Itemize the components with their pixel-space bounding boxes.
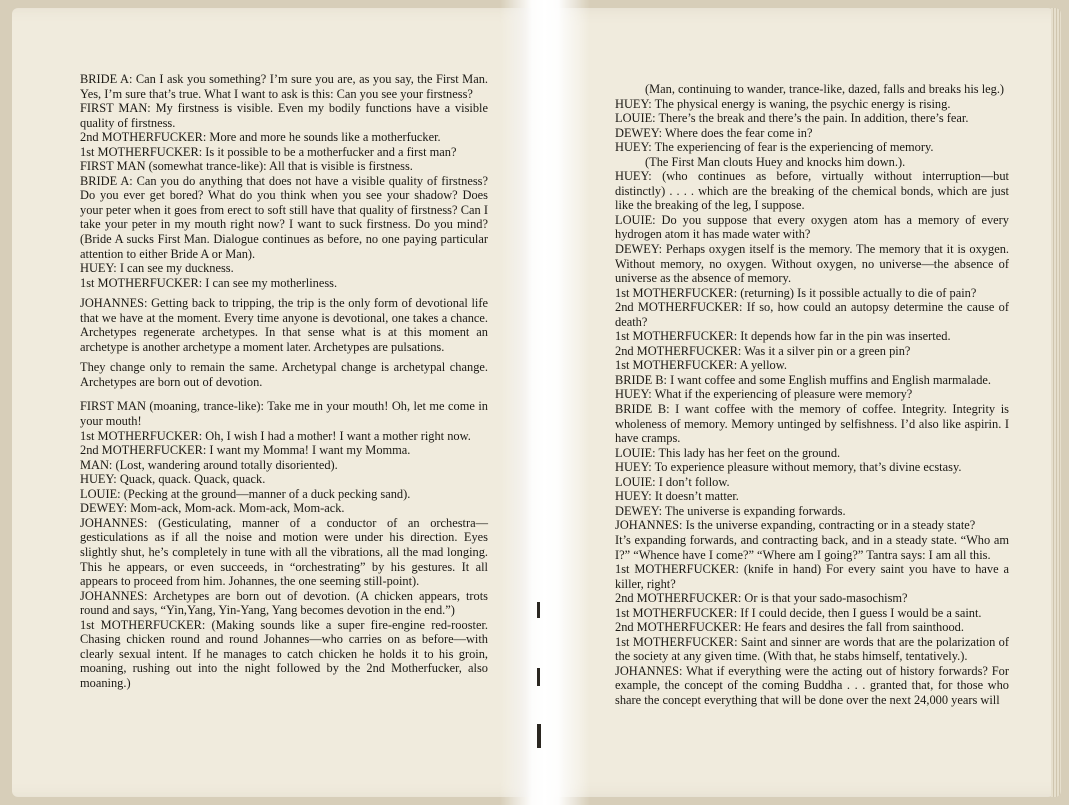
paragraph: 2nd MOTHERFUCKER: I want my Momma! I want my Momma.: [80, 443, 411, 458]
gutter-mark: [537, 602, 540, 618]
page-edge: [1051, 8, 1061, 797]
paragraph: 1st MOTHERFUCKER: (Making sounds like a super fire-engine red-rooster. Chasing chicken round and round Johannes—who carries on as before—with clearly sexual intent. If he manages to catch chicken he holds it to his groin, moaning, rushing out into the night followed by the 2nd Motherfucker, also moaning.): [80, 617, 488, 690]
paragraph: FIRST MAN (moaning, trance-like): Take me in your mouth! Oh, let me come in your mouth!: [80, 399, 488, 429]
paragraph: LOUIE: This lady has her feet on the ground.: [615, 445, 841, 460]
paragraph: FIRST MAN: My firstness is visible. Even my bodily functions have a visible quality of firstness.: [80, 101, 488, 130]
paragraph: BRIDE A: Can you do anything that does not have a visible quality of firstness? Do you ever get bored? What do you think when you see your shadow? Does your peter when it goes from erect to soft still have that quality of firstness? Can I take your peter in my mouth right now? I want to suck firstness. Do you mind? (Bride A sucks First Man. Dialogue continues as before, no one paying particular attention to either Bride A or Man).: [80, 173, 488, 261]
paragraph: 1st MOTHERFUCKER: A yellow.: [615, 358, 787, 373]
paragraph: HUEY: I can see my duckness.: [80, 261, 234, 276]
paragraph: 2nd MOTHERFUCKER: More and more he sounds like a motherfucker.: [80, 130, 441, 145]
paragraph: FIRST MAN (somewhat trance-like): All that is visible is firstness.: [80, 159, 413, 174]
paragraph: JOHANNES: Getting back to tripping, the trip is the only form of devotional life that we have at the moment. Every time anyone is devotional, one takes a chance. Archetypes regenerate archetypes. In that sense what is at this moment an archetype is another archetype a moment later. Archetypes are pulsations.: [80, 296, 488, 354]
paragraph: HUEY: What if the experiencing of pleasure were memory?: [615, 387, 913, 402]
paragraph: LOUIE: I don’t follow.: [615, 474, 730, 489]
paragraph: LOUIE: There’s the break and there’s the pain. In addition, there’s fear.: [615, 111, 969, 126]
paragraph: 2nd MOTHERFUCKER: Or is that your sado-masochism?: [615, 591, 908, 606]
paragraph: 1st MOTHERFUCKER: Oh, I wish I had a mother! I want a mother right now.: [80, 428, 471, 443]
paragraph: 1st MOTHERFUCKER: Saint and sinner are words that are the polarization of the society at any given time. (With that, he stabs himself, tentatively.).: [615, 634, 1009, 664]
stage-direction: (The First Man clouts Huey and knocks him down.).: [645, 154, 906, 169]
paragraph: 1st MOTHERFUCKER: (knife in hand) For every saint you have to have a killer, right?: [615, 562, 1009, 591]
paragraph: DEWEY: Perhaps oxygen itself is the memory. The memory that it is oxygen. Without memory, no oxygen. Without oxygen, no universe—the absence of universe as the absence of memory.: [615, 242, 1009, 286]
paragraph: 2nd MOTHERFUCKER: Was it a silver pin or a green pin?: [615, 343, 911, 358]
paragraph: BRIDE B: I want coffee and some English muffins and English marmalade.: [615, 372, 992, 387]
paragraph: HUEY: Quack, quack. Quack, quack.: [80, 472, 266, 487]
right-page: [540, 8, 1054, 797]
paragraph: HUEY: It doesn’t matter.: [615, 489, 739, 504]
paragraph: JOHANNES: Archetypes are born out of devotion. (A chicken appears, trots round and says, “Yin,Yang, Yin-Yang, Yang becomes devotion in the end.”): [80, 588, 488, 618]
paragraph: JOHANNES: Is the universe expanding, contracting or in a steady state?: [615, 518, 976, 533]
paragraph: HUEY: To experience pleasure without memory, that’s divine ecstasy.: [615, 460, 962, 475]
gutter-mark: [537, 668, 540, 686]
paragraph: BRIDE A: Can I ask you something? I’m sure you are, as you say, the First Man. Yes, I’m sure that’s true. What I want to ask is this: Can you see your firstness?: [80, 72, 488, 101]
paragraph: 1st MOTHERFUCKER: Is it possible to be a motherfucker and a first man?: [80, 144, 457, 159]
right-page-text: [615, 82, 1009, 708]
paragraph: 1st MOTHERFUCKER: It depends how far in the pin was inserted.: [615, 329, 951, 344]
paragraph: LOUIE: (Pecking at the ground—manner of a duck pecking sand).: [80, 486, 411, 501]
paragraph: They change only to remain the same. Archetypal change is archetypal change. Archetypes are born out of devotion.: [80, 360, 488, 389]
paragraph: HUEY: The physical energy is waning, the psychic energy is rising.: [615, 96, 951, 111]
paragraph: 2nd MOTHERFUCKER: If so, how could an autopsy determine the cause of death?: [615, 300, 1009, 329]
paragraph: LOUIE: Do you suppose that every oxygen atom has a memory of every hydrogen atom it has made water with?: [615, 212, 1009, 242]
left-page: [12, 8, 532, 797]
paragraph: 1st MOTHERFUCKER: If I could decide, then I guess I would be a saint.: [615, 605, 982, 620]
gutter-mark: [537, 724, 541, 748]
paragraph: MAN: (Lost, wandering around totally disoriented).: [80, 457, 338, 472]
paragraph: BRIDE B: I want coffee with the memory of coffee. Integrity. Integrity is wholeness of memory. Memory untinged by selfishness. I’d also like aspirin. I have cramps.: [615, 402, 1009, 446]
paragraph: HUEY: The experiencing of fear is the experiencing of memory.: [615, 140, 934, 155]
paragraph: 1st MOTHERFUCKER: I can see my motherliness.: [80, 275, 338, 290]
paragraph: JOHANNES: What if everything were the acting out of history forwards? For example, the concept of the coming Buddha . . . granted that, for those who share the concept everything that will be done over the next 24,000 years will: [615, 663, 1009, 707]
left-page-text: [80, 72, 488, 690]
paragraph: DEWEY: Where does the fear come in?: [615, 125, 813, 140]
stage-direction: (Man, continuing to wander, trance-like, dazed, falls and breaks his leg.): [645, 82, 1005, 96]
paragraph: 2nd MOTHERFUCKER: He fears and desires the fall from sainthood.: [615, 620, 964, 635]
paragraph: JOHANNES: (Gesticulating, manner of a conductor of an orchestra—gesticulations as if all the noise and motion were under his direction. Eyes slightly shut, he’s completely in tune with all the vibrations, all the mad longing. This he appears, or even succeeds, in “orchestrating” by his gestures. It all appears to proceed from him. Johannes, the one seeming still-point).: [80, 515, 488, 589]
paragraph: HUEY: (who continues as before, virtually without interruption—but distinctly) . . . . which are the breaking of the chemical bonds, which are just like the breaking of the leg, I suppose.: [615, 169, 1009, 213]
paragraph: 1st MOTHERFUCKER: (returning) Is it possible actually to die of pain?: [615, 285, 977, 300]
paragraph: DEWEY: Mom-ack, Mom-ack. Mom-ack, Mom-ack.: [80, 501, 345, 516]
paragraph: DEWEY: The universe is expanding forwards.: [615, 503, 846, 518]
paragraph: It’s expanding forwards, and contracting back, and in a steady state. “Who am I?” “Whence have I come?” “Where am I going?” Tantra says: I am all this.: [615, 532, 1009, 562]
